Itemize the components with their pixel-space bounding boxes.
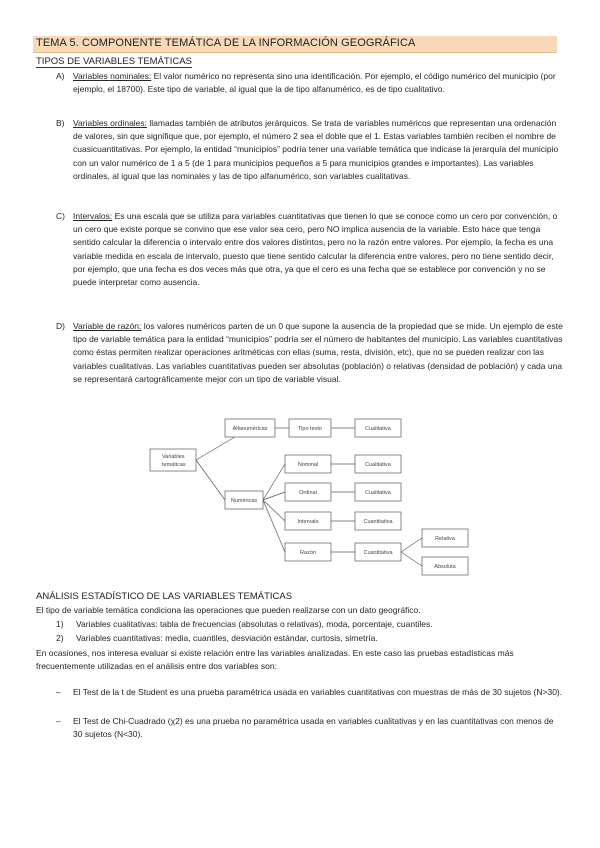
label-ordinal: Ordinal: [299, 490, 317, 496]
label-alfanumericas: Alfanuméricas: [232, 426, 268, 432]
label-root-1: Variables: [162, 454, 185, 460]
list-marker: D): [56, 321, 65, 331]
term-description: los valores numéricos parten de un 0 que supone la ausencia de la propiedad que se mide. Un ejemplo de este tipo de variable temática para la entidad “municipios” podría ser el número de habitantes del municipio. Las variables cuantitativas como éstas permiten realizar operaciones aritméticas con ellas (suma, resta, división, etc), que no se pueden realizar con las variables cualitativas. Las variables cuantitativas pueden ser absolutas (población) o relativas (densidad de población) y cada una se representará cartográficamente mejor con un tipo de variable visual.: [73, 321, 563, 384]
section-heading-analysis: ANÁLISIS ESTADÍSTICO DE LAS VARIABLES TEMÁTICAS: [36, 591, 293, 602]
list-item-text: El Test de la t de Student es una prueba paramétrica usada en variables cuantitativas con muestras de más de 30 sujetos (N>30).: [73, 687, 563, 697]
term-label: Intervalos:: [73, 211, 113, 221]
label-relativa: Relativa: [435, 536, 455, 542]
section-heading-types: TIPOS DE VARIABLES TEMÁTICAS: [36, 56, 192, 67]
term-description: Es una escala que se utiliza para variables cuantitativas que tienen lo que se conoce como un cero por convención, o un cero que existe porque se convino que ese valor sea cero, pero NO implica ausencia de la variable. Esto hace que tenga sentido calcular la diferencia o intervalo entre dos valores distintos, pero no la razón entre valores. Por ejemplo, la fecha es una variable medida en escala de intervalo, puesto que tiene sentido calcular la diferencia entre valores, pero no tiene sentido decir, por ejemplo, que una fecha es dos veces más que otra, ya que el cero es una fecha que se establece por convención y no se puede interpretar como ausencia.: [73, 211, 558, 288]
list-marker: B): [56, 118, 65, 128]
label-absoluta: Absoluta: [434, 564, 456, 570]
list-marker: C): [56, 211, 65, 221]
list-item-text: Variables cualitativas: tabla de frecuencias (absolutas o relativas), moda, porcentaje, cuantiles.: [76, 619, 433, 629]
term-label: Variables ordinales:: [73, 118, 148, 128]
term-description: llamadas también de atributos jerárquicos. Se trata de variables numéricos que representan una ordenación de valores, sin que signifique que, por ejemplo, el número 2 sea el doble que el 1. Estas variables también reciben el nombre de cuasicuantitativas. Por ejemplo, la entidad “municipios” podría tener una variable temática que indicase la jerarquía del municipio con un valor numérico de 1 a 5 (de 1 para municipios pequeños a 5 para municipios grandes e importantes). Las variables ordinales, al igual que las nominales y las de tipo alfanumérico, son variables cualitativas.: [73, 118, 559, 181]
label-root-2: temáticas: [162, 462, 186, 468]
list-marker: 2): [56, 633, 64, 643]
label-numericas: Numéricas: [230, 498, 258, 504]
analysis-paragraph: En ocasiones, nos interesa evaluar si existe relación entre las variables analizadas. En este caso las pruebas estadísticas más frecuentemente utilizadas en el análisis entre dos variables son:: [36, 648, 514, 672]
list-marker: A): [56, 71, 65, 81]
dash-marker: –: [56, 687, 61, 697]
term-label: Variable de razón:: [73, 321, 142, 331]
list-marker: 1): [56, 619, 64, 629]
list-item-text: Variables cuantitativas: media, cuantiles, desviación estándar, curtosis, simetría.: [76, 633, 378, 643]
term-label: Variables nominales:: [73, 71, 152, 81]
label-tipo-texto: Tipo texto: [298, 426, 322, 432]
label-intervalo: Intervalo: [297, 519, 319, 525]
chapter-title: TEMA 5. COMPONENTE TEMÁTICA DE LA INFORMACIÓN GEOGRÁFICA: [36, 37, 416, 49]
dash-marker: –: [56, 716, 61, 726]
label-razon: Razón: [300, 550, 316, 556]
analysis-intro: El tipo de variable temática condiciona las operaciones que pueden realizarse con un dato geográfico.: [36, 605, 421, 615]
label-cualitativa-2: Cualitativa: [365, 462, 391, 468]
label-cuantitativa-1: Cuantitativa: [363, 519, 393, 525]
list-item-text: El Test de Chi-Cuadrado (χ2) es una prueba no paramétrica usada en variables cualitativas y en las cuantitativas con menos de 30 sujetos (N<30).: [73, 716, 554, 740]
label-cuantitativa-2: Cuantitativa: [363, 550, 393, 556]
label-cualitativa-1: Cualitativa: [365, 426, 391, 432]
term-description: El valor numérico no representa sino una identificación. Por ejemplo, el código numérico del municipio (por ejemplo, el 18700). Este tipo de variable, al igual que la de tipo alfanumérico, es de tipo cualitativo.: [73, 71, 556, 95]
label-nominal: Nominal: [297, 462, 319, 468]
label-cualitativa-3: Cualitativa: [365, 490, 391, 496]
